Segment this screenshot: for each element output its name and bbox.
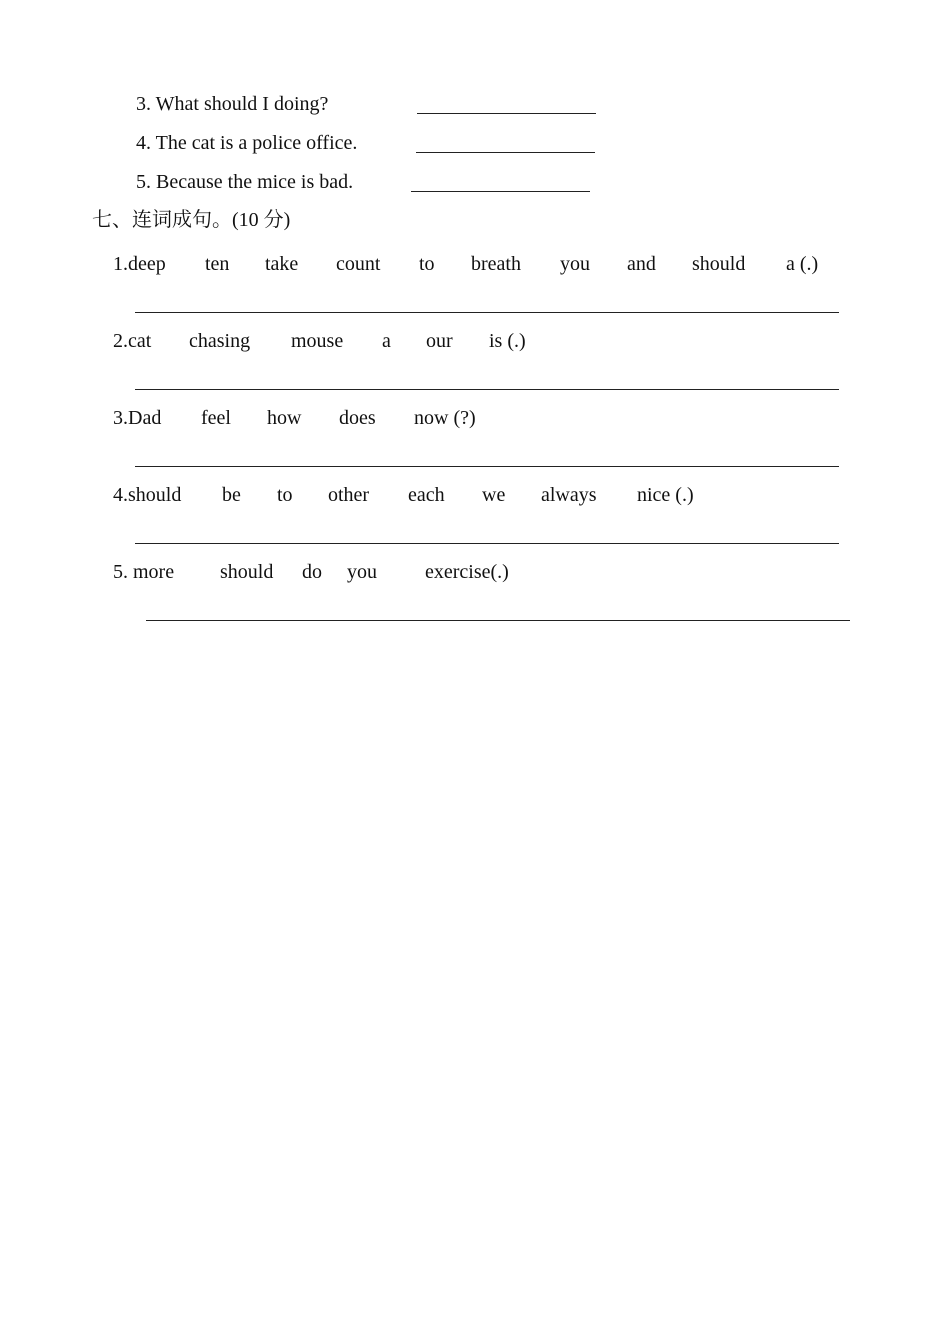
- sentence-3-word: 3.Dad: [113, 407, 162, 429]
- sentence-4-word: 4.should: [113, 484, 182, 506]
- answer-blank-4[interactable]: [416, 152, 595, 153]
- sentence-5-word: do: [302, 561, 322, 583]
- sentence-4-word: always: [541, 484, 597, 506]
- sentence-2-word: is (.): [489, 330, 526, 352]
- section-7-heading: 七、连词成句。(10 分): [92, 209, 291, 231]
- sentence-4-word: each: [408, 484, 445, 506]
- sentence-4-word: other: [328, 484, 370, 506]
- sentence-2-answer-line[interactable]: [135, 389, 839, 390]
- sentence-2-word: mouse: [291, 330, 344, 352]
- answer-blank-5[interactable]: [411, 191, 590, 192]
- sentence-1-word: ten: [205, 253, 230, 275]
- sentence-3-word: does: [339, 407, 376, 429]
- correction-item-3: 3. What should I doing?: [136, 93, 329, 115]
- sentence-4-word: be: [222, 484, 241, 506]
- sentence-3-answer-line[interactable]: [135, 466, 839, 467]
- sentence-5-answer-line[interactable]: [146, 620, 850, 621]
- sentence-1-word: 1.deep: [113, 253, 166, 275]
- sentence-4-answer-line[interactable]: [135, 543, 839, 544]
- sentence-1-answer-line[interactable]: [135, 312, 839, 313]
- sentence-5-word: should: [220, 561, 274, 583]
- sentence-1-word: breath: [471, 253, 521, 275]
- sentence-1-word: to: [419, 253, 435, 275]
- sentence-4-word: nice (.): [637, 484, 694, 506]
- sentence-5-word: 5. more: [113, 561, 175, 583]
- sentence-1-word: a (.): [786, 253, 819, 275]
- answer-blank-3[interactable]: [417, 113, 596, 114]
- sentence-1-word: take: [265, 253, 299, 275]
- sentence-5-word: you: [347, 561, 377, 583]
- sentence-5-word: exercise(.): [425, 561, 509, 583]
- correction-item-4: 4. The cat is a police office.: [136, 132, 358, 154]
- sentence-3-word: how: [267, 407, 302, 429]
- sentence-2-word: chasing: [189, 330, 251, 352]
- sentence-3-word: feel: [201, 407, 231, 429]
- correction-item-5: 5. Because the mice is bad.: [136, 171, 354, 193]
- sentence-4-word: to: [277, 484, 293, 506]
- sentence-1-word: and: [627, 253, 656, 275]
- sentence-2-word: a: [382, 330, 391, 352]
- sentence-2-word: our: [426, 330, 453, 352]
- sentence-4-word: we: [482, 484, 506, 506]
- sentence-1-word: you: [560, 253, 590, 275]
- sentence-1-word: count: [336, 253, 381, 275]
- sentence-3-word: now (?): [414, 407, 476, 429]
- sentence-2-word: 2.cat: [113, 330, 152, 352]
- sentence-1-word: should: [692, 253, 746, 275]
